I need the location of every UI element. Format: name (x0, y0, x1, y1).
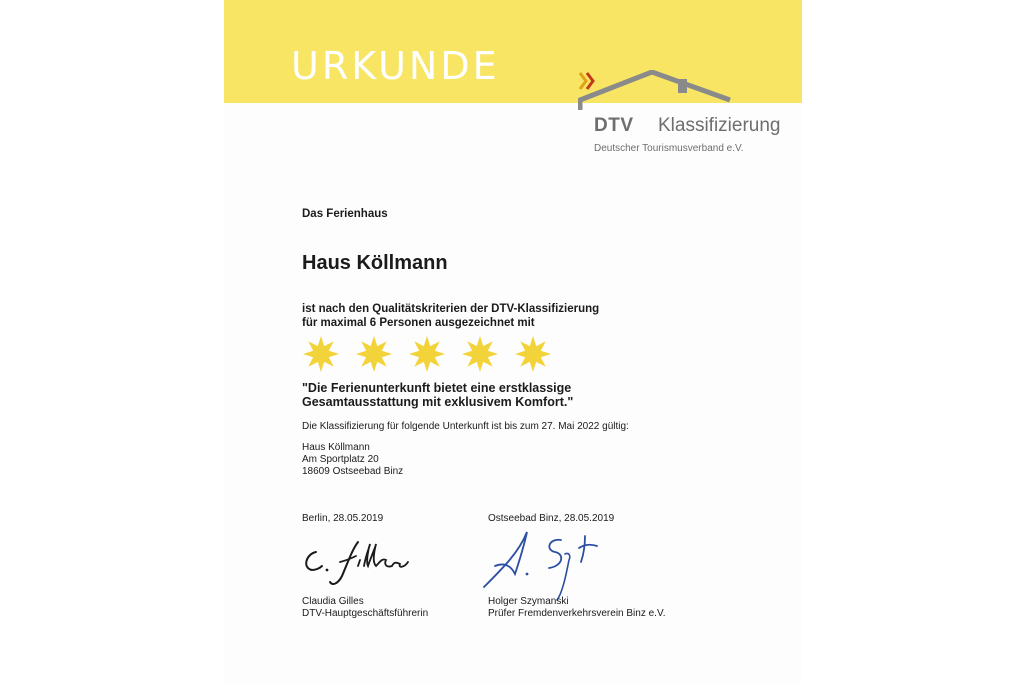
signatory-name: Claudia Gilles (302, 596, 364, 607)
address-line: Haus Köllmann (302, 442, 370, 453)
chevron-right-icon (578, 70, 596, 92)
criteria-text (302, 302, 599, 330)
property-name: Haus Köllmann (302, 252, 448, 274)
right-signatory (488, 596, 666, 620)
dtv-logo (578, 70, 788, 160)
logo-name: Klassifizierung (658, 115, 781, 136)
banner-title: URKUNDE (291, 44, 500, 88)
criteria-line: für maximal 6 Personen ausgezeichnet mit (302, 317, 535, 329)
house-roof-icon (578, 70, 788, 110)
star-icon (461, 335, 499, 373)
intro-text: Das Ferienhaus (302, 208, 388, 220)
logo-brand: DTV (594, 115, 634, 136)
address-line: 18609 Ostseebad Binz (302, 466, 404, 477)
address-line: Am Sportplatz 20 (302, 454, 379, 465)
star-icon (408, 335, 446, 373)
star-icon (355, 335, 393, 373)
left-place-date: Berlin, 28.05.2019 (302, 513, 384, 524)
right-place-date: Ostseebad Binz, 28.05.2019 (488, 513, 615, 524)
signatory-name: Holger Szymanski (488, 596, 569, 607)
address-block (302, 442, 403, 478)
certificate-document (224, 0, 802, 683)
quote-line: "Die Ferienunterkunft bietet eine erstklassige (302, 381, 572, 395)
left-signature-image (296, 532, 436, 592)
left-signatory (302, 596, 428, 620)
criteria-line: ist nach den Qualitätskriterien der DTV-Klassifizierung (302, 303, 600, 315)
quote-line: Gesamtausstattung mit exklusivem Komfort." (302, 395, 574, 409)
star-icon (302, 335, 340, 373)
star-icon (514, 335, 552, 373)
validity-text: Die Klassifizierung für folgende Unterkunft ist bis zum 27. Mai 2022 gültig: (302, 421, 629, 432)
right-signature-image (479, 522, 629, 602)
logo-subtitle: Deutscher Tourismusverband e.V. (594, 143, 744, 154)
signatory-role: DTV-Hauptgeschäftsführerin (302, 608, 429, 619)
quote-text (302, 381, 573, 409)
signatory-role: Prüfer Fremdenverkehrsverein Binz e.V. (488, 608, 666, 619)
